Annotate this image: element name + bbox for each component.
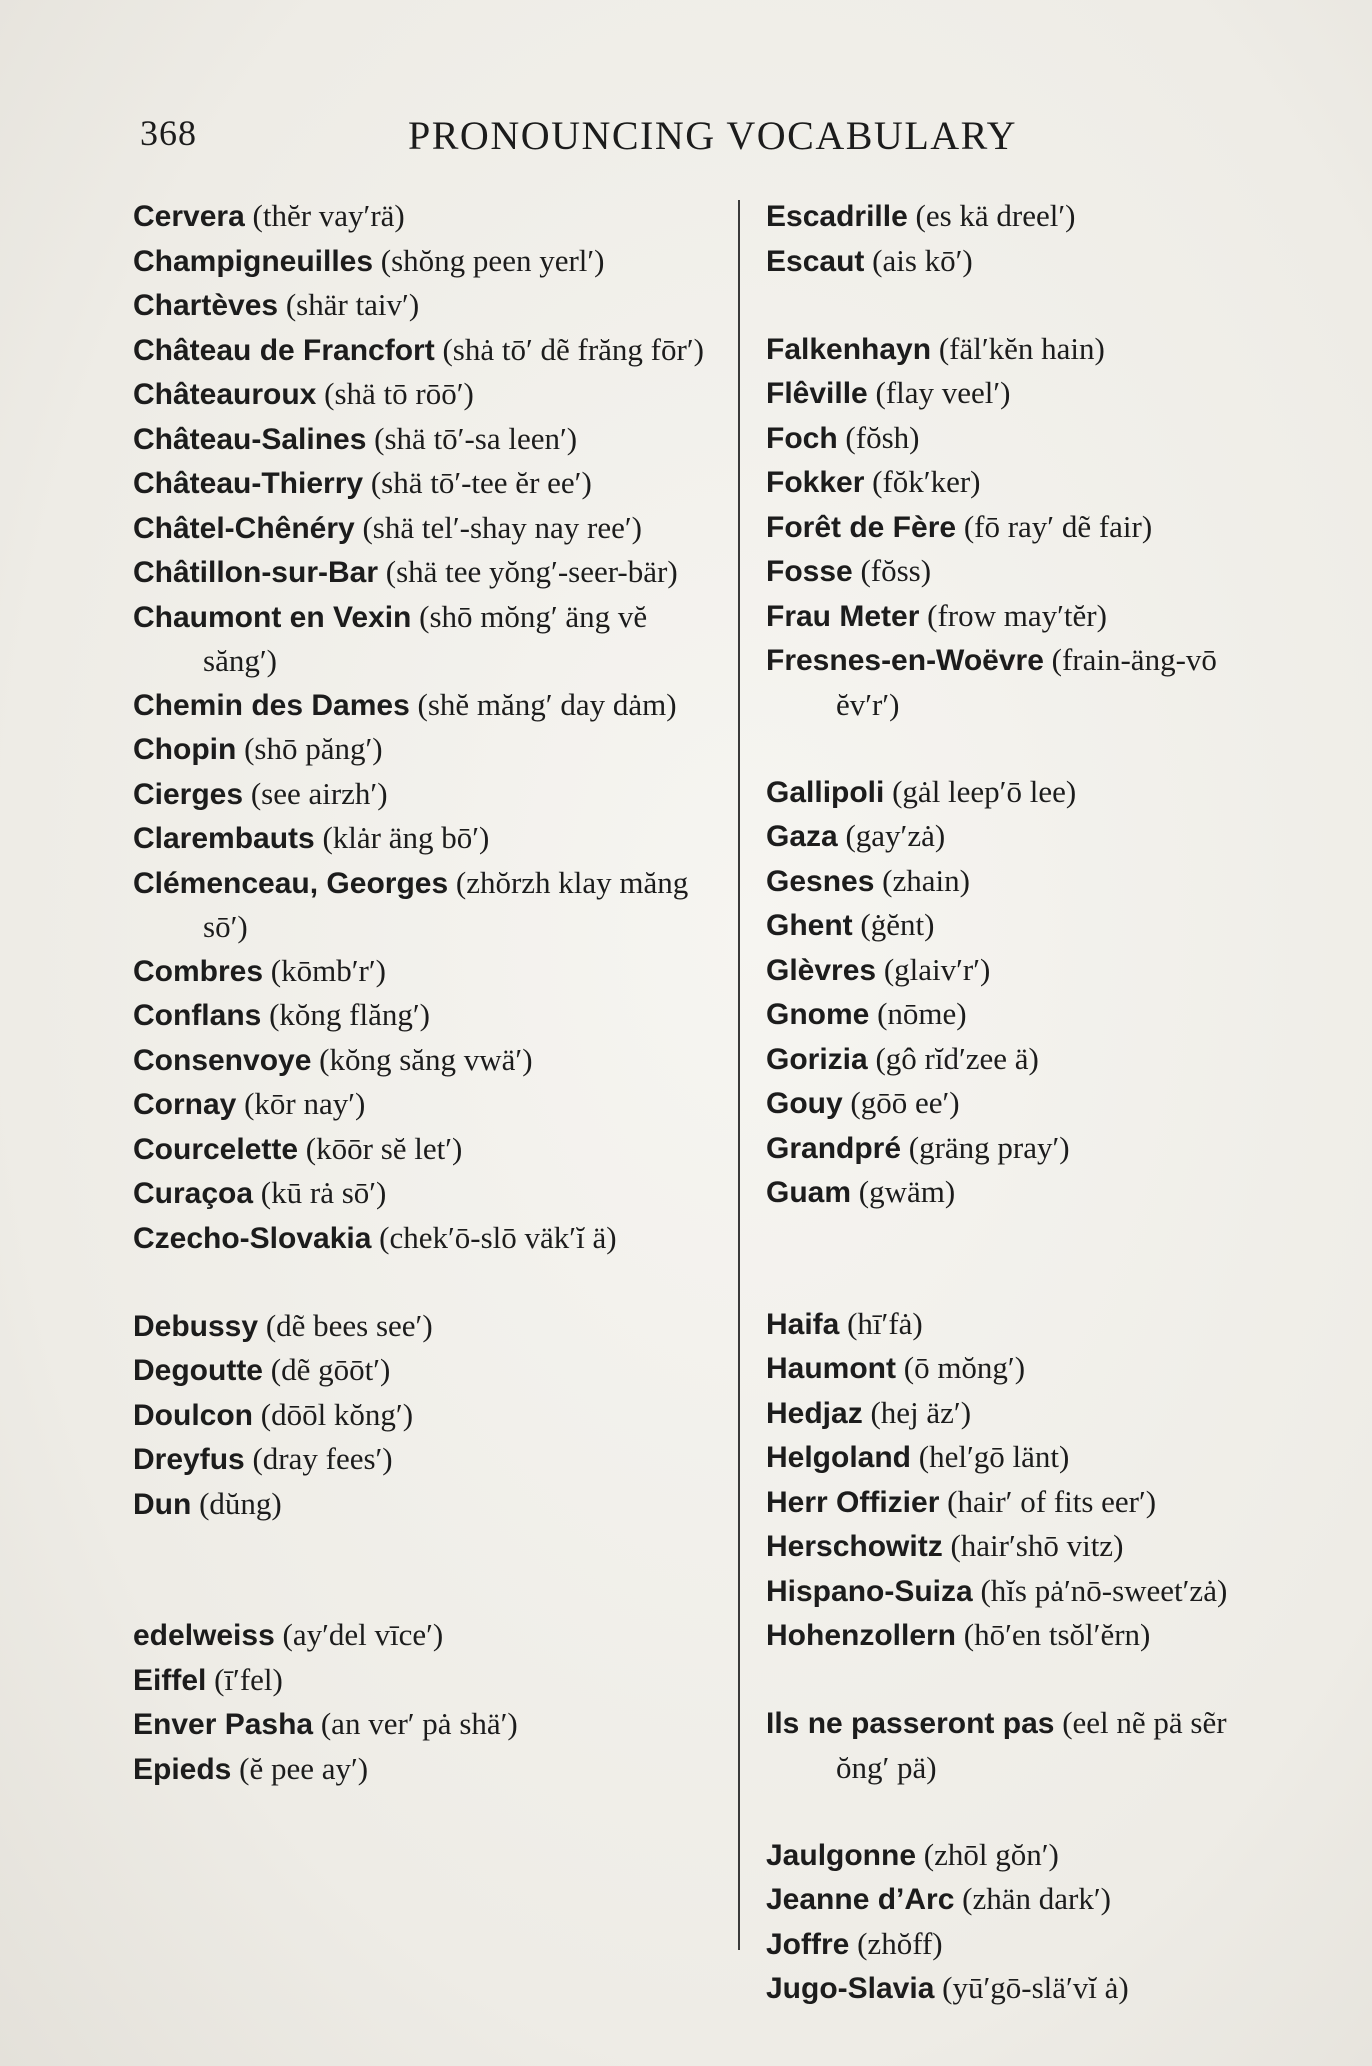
section-gap [766, 1215, 1266, 1302]
entry-headword: Gaza [766, 820, 838, 853]
entry-headword: Champigneuilles [133, 244, 374, 278]
vocab-entry [766, 327, 1266, 372]
entry-pronunciation: (zhŏrzh klay măng sō′) [203, 864, 689, 944]
entry-pronunciation: (flay veel′) [875, 375, 1011, 410]
page-number: 368 [140, 113, 197, 153]
entry-headword: Courcelette [133, 1132, 299, 1166]
vocab-entry [133, 949, 723, 994]
entry-headword: Debussy [133, 1309, 259, 1343]
entry-headword: Herr Offizier [766, 1485, 940, 1519]
entry-headword: Forêt de Fère [766, 510, 957, 544]
entry-headword: Hedjaz [766, 1396, 863, 1430]
entry-pronunciation: (dray fees′) [252, 1441, 393, 1476]
vocab-entry [133, 328, 723, 373]
section-gap [766, 283, 1266, 327]
entry-headword: Haumont [766, 1352, 896, 1385]
entry-headword: Cervera [133, 200, 245, 233]
vocab-entry [766, 638, 1266, 726]
entry-pronunciation: (frow may′tĕr) [927, 597, 1107, 633]
entry-pronunciation: (gay′zȧ) [845, 818, 946, 853]
entry-headword: Herschowitz [766, 1530, 943, 1563]
vocab-entry [133, 683, 723, 728]
entry-pronunciation: (shä tō rōō′) [324, 376, 474, 411]
section-gap [766, 726, 1266, 770]
entry-headword: Fokker [766, 466, 865, 499]
entry-pronunciation: (ais kō′) [872, 242, 973, 278]
entry-headword: Chaumont en Vexin [133, 600, 412, 634]
vocab-entry [133, 1348, 723, 1393]
entry-headword: Foch [766, 421, 838, 455]
entry-pronunciation: (shär taiv′) [285, 287, 420, 322]
entry-headword: Enver Pasha [133, 1708, 314, 1741]
entry-headword: Clémenceau, Georges [133, 866, 449, 900]
entry-pronunciation: (dŭng) [199, 1485, 282, 1521]
entry-headword: Flêville [766, 377, 868, 410]
vocab-entry [133, 372, 723, 417]
entry-pronunciation: (fŏss) [860, 553, 932, 588]
entry-pronunciation: (chek′ō-slō väk′ĭ ä) [379, 1219, 617, 1255]
vocab-entry [766, 1346, 1266, 1391]
vocab-entry [133, 1482, 723, 1527]
entry-headword: Doulcon [133, 1398, 253, 1432]
entry-pronunciation: (ay′del vīce′) [282, 1617, 444, 1652]
vocab-entry [133, 283, 723, 328]
vocab-entry [766, 814, 1266, 859]
section-gap [133, 1260, 723, 1304]
entry-pronunciation: (zhōl gŏn′) [923, 1836, 1059, 1872]
entry-pronunciation: (eel nẽ pä sẽr ŏng′ pä) [836, 1705, 1227, 1785]
entry-pronunciation: (klȧr äng bō′) [322, 820, 490, 855]
section-gap [766, 1789, 1266, 1833]
vocab-entry [133, 1038, 723, 1083]
entry-pronunciation: (glaiv′r′) [883, 951, 991, 987]
entry-pronunciation: (fŏk′ker) [872, 464, 981, 499]
entry-headword: Degoutte [133, 1354, 263, 1387]
entry-pronunciation: (zhŏff) [857, 1925, 943, 1961]
vocab-entry [766, 1922, 1266, 1967]
entry-pronunciation: (dẽ bees see′) [265, 1307, 433, 1343]
entry-pronunciation: (shä tō′-sa leen′) [374, 420, 578, 456]
vocab-entry [766, 903, 1266, 948]
vocab-entry [133, 1437, 723, 1482]
entry-headword: Escadrille [766, 200, 908, 233]
entry-pronunciation: (shĕ măng′ day dȧm) [417, 686, 677, 722]
entry-pronunciation: (fō ray′ dẽ fair) [963, 508, 1153, 544]
entry-pronunciation: (see airzh′) [250, 775, 388, 811]
entry-headword: Helgoland [766, 1441, 912, 1474]
entry-headword: Château-Salines [133, 422, 367, 456]
entry-headword: Fresnes-en-Woëvre [766, 644, 1044, 677]
entry-headword: Châteauroux [133, 378, 317, 411]
entry-pronunciation: (nōme) [877, 996, 967, 1031]
entry-pronunciation: (gwäm) [858, 1174, 956, 1209]
vocab-entry [766, 1877, 1266, 1922]
entry-pronunciation: (zhain) [882, 862, 970, 898]
entry-pronunciation: (fŏsh) [845, 419, 920, 455]
entry-headword: Gallipoli [766, 775, 885, 809]
entry-pronunciation: (dōōl kŏng′) [260, 1396, 414, 1432]
entry-headword: Château de Francfort [133, 333, 435, 367]
vocab-entry [133, 417, 723, 462]
vocab-entry [766, 1126, 1266, 1171]
vocab-entry [133, 1702, 723, 1747]
entry-pronunciation: (hel′gō länt) [918, 1439, 1070, 1474]
entry-pronunciation: (zhän dark′) [962, 1881, 1111, 1916]
vocab-entry [133, 861, 723, 949]
vocab-entry [766, 1081, 1266, 1126]
vocab-entry [133, 727, 723, 772]
entry-headword: Gnome [766, 998, 870, 1031]
entry-headword: Chemin des Dames [133, 688, 410, 722]
entry-pronunciation: (hair′ of fits eer′) [947, 1483, 1157, 1519]
vocab-entry [133, 506, 723, 551]
entry-pronunciation: (kōr nay′) [244, 1086, 366, 1121]
vocab-entry [766, 1435, 1266, 1480]
entry-pronunciation: (gȧl leep′ō lee) [892, 773, 1077, 809]
entry-pronunciation: (shä tee yŏng′-seer-bär) [385, 554, 678, 589]
entry-headword: Jaulgonne [766, 1838, 917, 1872]
vocab-entry [766, 594, 1266, 639]
entry-headword: Grandpré [766, 1131, 902, 1165]
entry-headword: Chartèves [133, 289, 279, 322]
entry-pronunciation: (shä tel′-shay nay ree′) [362, 509, 642, 545]
vocab-entry [766, 371, 1266, 416]
entry-pronunciation: (dẽ gōōt′) [270, 1352, 391, 1387]
entry-pronunciation: (hĭs pȧ′nō-sweet′zȧ) [980, 1572, 1228, 1608]
entry-pronunciation: (shä tō′-tee ĕr ee′) [370, 465, 592, 500]
entry-pronunciation: (shŏng peen yerl′) [380, 242, 605, 278]
vocab-entry [766, 992, 1266, 1037]
vocab-entry [133, 772, 723, 817]
entry-headword: Escaut [766, 244, 865, 278]
vocab-entry [766, 549, 1266, 594]
entry-headword: Cornay [133, 1088, 237, 1121]
vocab-entry [766, 1170, 1266, 1215]
vocab-entry [766, 1480, 1266, 1525]
vocab-entry [133, 595, 723, 683]
entry-pronunciation: (gräng pray′) [908, 1129, 1070, 1165]
vocab-entry [766, 194, 1266, 239]
vocab-entry [766, 859, 1266, 904]
vocab-entry [766, 1524, 1266, 1569]
entry-headword: Eiffel [133, 1663, 207, 1697]
entry-pronunciation: (gô rĭd′zee ä) [875, 1040, 1039, 1076]
vocab-entry [766, 416, 1266, 461]
page-header [0, 112, 1372, 172]
entry-pronunciation: (kōōr sĕ let′) [305, 1130, 463, 1166]
entry-headword: Gesnes [766, 864, 875, 898]
entry-headword: Glèvres [766, 953, 877, 987]
vocab-entry [766, 1613, 1266, 1658]
entry-headword: Hohenzollern [766, 1619, 957, 1652]
entry-headword: Guam [766, 1176, 852, 1209]
vocab-entry [133, 816, 723, 861]
entry-pronunciation: (shō mŏng′ äng vĕ săng′) [203, 598, 648, 678]
entry-pronunciation: (hī′fȧ) [847, 1305, 923, 1341]
entry-pronunciation: (frain-äng-vō ĕv′r′) [836, 642, 1217, 722]
vocab-entry [766, 948, 1266, 993]
vocab-entry [133, 194, 723, 239]
vocab-entry [133, 1613, 723, 1658]
entry-headword: Gouy [766, 1087, 843, 1120]
entry-pronunciation: (ō mŏng′) [903, 1350, 1026, 1385]
entry-pronunciation: (ī′fel) [214, 1661, 283, 1697]
vocab-entry [766, 505, 1266, 550]
vocab-entry [133, 1171, 723, 1216]
entry-pronunciation: (es kä dreel′) [915, 198, 1076, 233]
entry-headword: Fosse [766, 555, 853, 588]
entry-headword: Joffre [766, 1927, 850, 1961]
entry-headword: edelweiss [133, 1619, 275, 1652]
entry-headword: Combres [133, 954, 264, 988]
entry-pronunciation: (hō′en tsŏl′ĕrn) [963, 1617, 1151, 1652]
entry-headword: Ghent [766, 909, 853, 942]
entry-pronunciation: (ġĕnt) [860, 907, 935, 942]
entry-headword: Châtel-Chênéry [133, 511, 355, 545]
vocab-entry [133, 1393, 723, 1438]
entry-headword: Conflans [133, 999, 262, 1032]
vocab-entry [133, 1747, 723, 1792]
entry-headword: Ils ne passeront pas [766, 1707, 1055, 1740]
vocab-entry [133, 1082, 723, 1127]
vocab-entry [133, 993, 723, 1038]
entry-headword: Hispano-Suiza [766, 1574, 973, 1608]
section-gap [133, 1526, 723, 1613]
entry-pronunciation: (ĕ pee ay′) [239, 1750, 369, 1786]
vocab-entry [766, 1701, 1266, 1789]
entry-pronunciation: (kū rȧ sō′) [260, 1175, 387, 1210]
entry-headword: Chopin [133, 733, 237, 766]
entry-headword: Consenvoye [133, 1043, 312, 1077]
right-column [766, 194, 1266, 2011]
entry-headword: Cierges [133, 777, 244, 811]
entry-headword: Château-Thierry [133, 467, 364, 500]
entry-pronunciation: (kŏng săng vwä′) [319, 1041, 533, 1077]
vocab-entry [766, 1037, 1266, 1082]
vocab-entry [133, 1127, 723, 1172]
entry-pronunciation: (kōmb′r′) [270, 952, 386, 988]
entry-headword: Curaçoa [133, 1177, 254, 1210]
entry-pronunciation: (gōō ee′) [850, 1085, 960, 1120]
entry-headword: Jeanne d’Arc [766, 1883, 955, 1916]
vocab-entry [133, 550, 723, 595]
entry-headword: Gorizia [766, 1042, 868, 1076]
entry-headword: Haifa [766, 1307, 840, 1341]
entry-headword: Clarembauts [133, 822, 315, 855]
entry-pronunciation: (an ver′ pȧ shä′) [320, 1706, 518, 1741]
vocab-entry [766, 1391, 1266, 1436]
column-divider [738, 200, 740, 1950]
vocab-entry [766, 1302, 1266, 1347]
entry-headword: Epieds [133, 1752, 232, 1786]
left-column [133, 194, 723, 1791]
vocab-entry [133, 461, 723, 506]
entry-pronunciation: (shȧ tō′ dẽ frăng fōr′) [442, 331, 704, 367]
entry-headword: Frau Meter [766, 599, 920, 633]
entry-headword: Falkenhayn [766, 332, 932, 366]
vocab-entry [133, 1658, 723, 1703]
entry-headword: Jugo-Slavia [766, 1972, 935, 2005]
section-gap [766, 1658, 1266, 1702]
vocab-entry [766, 1966, 1266, 2011]
running-title: PRONOUNCING VOCABULARY [408, 113, 1017, 158]
entry-headword: Châtillon-sur-Bar [133, 556, 379, 589]
vocab-entry [766, 460, 1266, 505]
vocab-entry [766, 1569, 1266, 1614]
entry-headword: Czecho-Slovakia [133, 1221, 372, 1255]
entry-pronunciation: (yū′gō-slä′vĭ ȧ) [942, 1970, 1129, 2005]
vocab-entry [133, 239, 723, 284]
entry-pronunciation: (thĕr vay′rä) [252, 198, 405, 233]
vocab-entry [133, 1216, 723, 1261]
entry-pronunciation: (hej äz′) [870, 1394, 972, 1430]
entry-headword: Dreyfus [133, 1443, 245, 1476]
entry-pronunciation: (fäl′kĕn hain) [938, 330, 1105, 366]
vocab-entry [766, 1833, 1266, 1878]
entry-pronunciation: (shō păng′) [244, 731, 383, 766]
vocab-entry [133, 1304, 723, 1349]
entry-pronunciation: (kŏng flăng′) [269, 997, 430, 1032]
vocab-entry [766, 239, 1266, 284]
entry-headword: Dun [133, 1487, 192, 1521]
entry-pronunciation: (hair′shō vitz) [950, 1528, 1124, 1563]
vocab-entry [766, 770, 1266, 815]
